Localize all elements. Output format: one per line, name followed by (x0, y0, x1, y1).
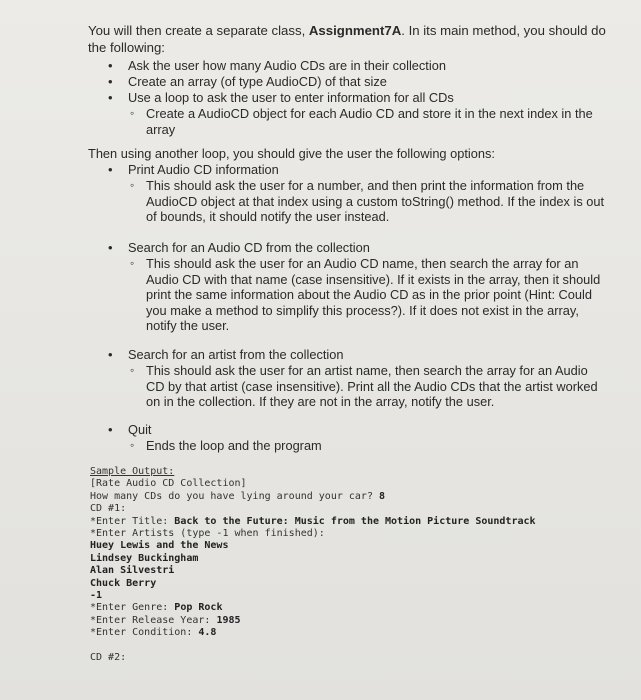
option-title: • Quit (88, 422, 608, 438)
sample-line: [Rate Audio CD Collection] (90, 478, 247, 490)
list-item: • Ask the user how many Audio CDs are in their collection (88, 58, 608, 74)
sample-line (90, 491, 620, 503)
sample-line (90, 640, 620, 652)
sample-line (90, 553, 620, 565)
option-search-cd (88, 240, 608, 334)
prompt-text: *Enter Genre: (90, 602, 175, 614)
intro-text-post: . In its main method, you should do the following: (88, 23, 606, 55)
sample-line (90, 602, 620, 614)
prompt-text: *Enter Release Year: (90, 614, 217, 626)
prompt-text: How many CDs do you have lying around your car? (90, 490, 379, 502)
sample-line (90, 578, 620, 590)
intro-block (88, 22, 608, 137)
option-print (88, 162, 608, 225)
input-text: Alan Silvestri (90, 565, 175, 577)
input-text: 1985 (216, 614, 241, 626)
sample-line (90, 627, 620, 639)
prompt-text: *Enter Title: (90, 515, 175, 527)
option-title: • Search for an artist from the collection (88, 347, 608, 363)
prompt-text: *Enter Condition: (90, 627, 199, 639)
option-title: • Print Audio CD information (88, 162, 608, 178)
input-text: -1 (90, 590, 103, 602)
intro-paragraph (88, 22, 608, 56)
option-detail: ◦ This should ask the user for an Audio CD name, then search the array for an Audio CD with that name (case insensitive). If it exists in the array, then it should print the same information about the Audio CD as in the prior point (Hint: Could you make a method to simplify this process?). If it does not exist in the array, notify the user. (88, 256, 608, 334)
option-detail: ◦ This should ask the user for an artist name, then search the array for an Audio CD by that artist (case insensitive). Print all the Audio CDs that the artist worked on in the collection. If they are not in the array, notify the user. (88, 363, 608, 410)
option-detail: ◦ Ends the loop and the program (88, 438, 608, 454)
class-name: Assignment7A (308, 23, 402, 38)
sample-line (90, 540, 620, 552)
option-title: • Search for an Audio CD from the collection (88, 240, 608, 256)
sample-line: CD #2: (90, 652, 127, 664)
option-search-artist (88, 347, 608, 410)
input-text: Huey Lewis and the News (90, 540, 229, 552)
sample-line: *Enter Artists (type -1 when finished): (90, 528, 325, 540)
sample-heading: Sample Output: (90, 466, 175, 477)
steps-list (88, 58, 608, 106)
sample-output (90, 466, 620, 665)
input-text: 8 (378, 490, 386, 502)
sample-line: CD #1: (90, 503, 127, 515)
sample-line (90, 615, 620, 627)
option-detail: ◦ This should ask the user for a number, and then print the information from the AudioCD object at that index using a custom toString() method. If the index is out of bounds, it should notify the user instead. (88, 178, 608, 225)
input-text: Back to the Future: Music from the Motion Picture Soundtrack (174, 515, 536, 527)
input-text: Chuck Berry (90, 577, 157, 589)
sample-line (90, 516, 620, 528)
sample-line (90, 590, 620, 602)
list-item: • Create an array (of type AudioCD) of that size (88, 74, 608, 90)
input-text: Pop Rock (174, 602, 223, 614)
input-text: Lindsey Buckingham (90, 552, 199, 564)
intro-text-pre: You will then create a separate class, (88, 23, 309, 38)
sub-list-item: ◦ Create a AudioCD object for each Audio CD and store it in the next index in the array (88, 106, 608, 137)
sample-line (90, 565, 620, 577)
input-text: 4.8 (198, 627, 217, 639)
options-intro: Then using another loop, you should give the user the following options: (88, 146, 495, 161)
steps-sublist (88, 106, 608, 137)
list-item: • Use a loop to ask the user to enter information for all CDs (88, 90, 608, 106)
option-quit (88, 422, 608, 454)
